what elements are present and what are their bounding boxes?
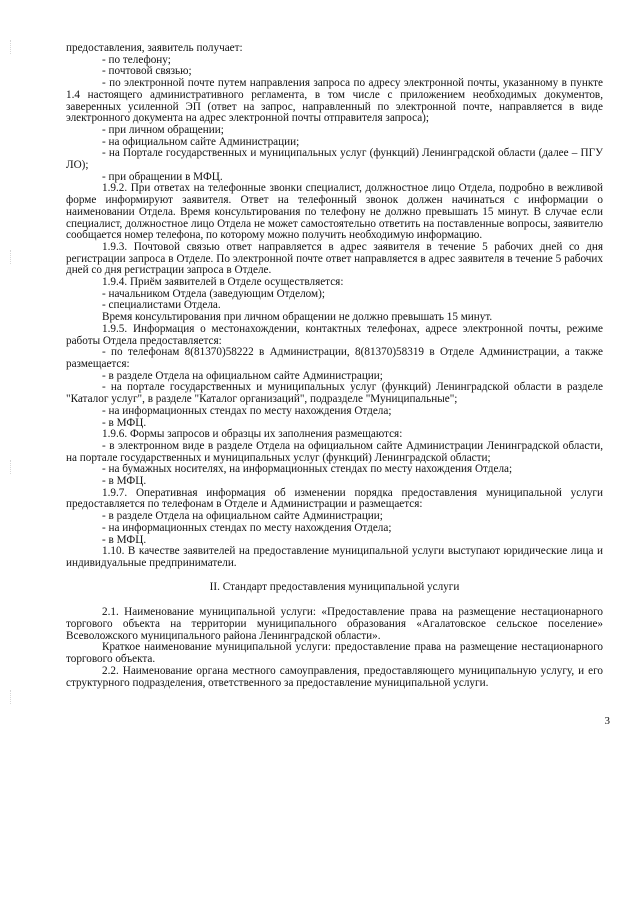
section-heading: II. Стандарт предоставления муниципальной услуги: [209, 580, 460, 593]
paragraph: Краткое наименование муниципальной услуги: предоставление права на размещение нестационарного торгового объекта.: [66, 641, 603, 666]
scan-margin-mark: [10, 40, 17, 54]
paragraph: 1.9.6. Формы запросов и образцы их заполнения размещаются:: [102, 428, 403, 441]
paragraph: 2.1. Наименование муниципальной услуги: «Предоставление права на размещение нестационарного торгового объекта на территории муниципального образования «Агалатовское сельское поселение» Всеволожского муниципального района Ленинградской области».: [66, 606, 603, 642]
list-item: - в разделе Отдела на официальном сайте Администрации;: [102, 510, 383, 523]
list-item: - по электронной почте путем направления запроса по адресу электронной почты, указанному в пункте 1.4 настоящего административного регламента, в том числе с приложением необходимых документов, заверенных усиленной ЭП (ответ на запрос, направленный по электронной почте, направляется в виде электронного документа на адрес электронной почты отправителя запроса);: [66, 77, 603, 125]
list-item: - специалистами Отдела.: [102, 299, 221, 312]
scan-margin-mark: [10, 460, 17, 474]
list-item: - при личном обращении;: [102, 123, 224, 136]
list-item: - на информационных стендах по месту нахождения Отдела;: [102, 404, 392, 417]
list-item: - почтовой связью;: [102, 65, 192, 78]
paragraph: 1.9.3. Почтовой связью ответ направляется в адрес заявителя в течение 5 рабочих дней со дня регистрации запроса в Отделе. По электронной почте ответ направляется в адрес заявителя в течение 5 рабочих дней со дня регистрации запроса в Отделе.: [66, 240, 603, 277]
list-item: - на информационных стендах по месту нахождения Отдела;: [102, 521, 392, 534]
list-item: - в МФЦ.: [102, 533, 147, 546]
scan-margin-mark: [10, 690, 17, 704]
paragraph: 1.10. В качестве заявителей на предоставление муниципальной услуги выступают юридические лица и индивидуальные предприниматели.: [66, 545, 603, 569]
paragraph: 1.9.5. Информация о местонахождении, контактных телефонах, адресе электронной почты, режиме работы Отдела предоставляется:: [66, 322, 603, 347]
list-item: - в МФЦ.: [102, 416, 147, 429]
list-item: - при обращении в МФЦ.: [102, 170, 223, 183]
list-item: - на портале государственных и муниципальных услуг (функций) Ленинградской области в разделе "Каталог услуг", в разделе "Каталог организаций", подразделе "Муниципальные";: [66, 381, 603, 406]
list-item: - по телефонам 8(81370)58222 в Администрации, 8(81370)58319 в Отделе Администрации, а также размещается:: [66, 346, 603, 370]
list-item: - в разделе Отдела на официальном сайте Администрации;: [102, 369, 383, 382]
list-item: - на официальном сайте Администрации;: [102, 135, 300, 148]
list-item: - на Портале государственных и муниципальных услуг (функций) Ленинградской области (далее – ПГУ ЛО);: [66, 147, 603, 172]
document-body: [66, 43, 603, 689]
list-item: - начальником Отдела (заведующим Отделом);: [102, 287, 325, 300]
list-item: - по телефону;: [102, 53, 171, 66]
page-number: 3: [604, 715, 610, 727]
scan-margin-mark: [10, 250, 17, 264]
paragraph: 1.9.4. Приём заявителей в Отделе осуществляется:: [102, 276, 344, 289]
paragraph: Время консультирования при личном обращении не должно превышать 15 минут.: [102, 311, 493, 324]
list-item: - в МФЦ.: [102, 475, 147, 488]
paragraph: 1.9.7. Оперативная информация об изменении порядка предоставления муниципальной услуги предоставляется по телефонам в Отделе и Администрации и размещается:: [66, 486, 603, 511]
list-item: - в электронном виде в разделе Отдела на официальном сайте Администрации Ленинградской области, на портале государственных и муниципальных услуг (функций) Ленинградской области;: [66, 439, 603, 464]
paragraph: 1.9.2. При ответах на телефонные звонки специалист, должностное лицо Отдела, подробно в вежливой форме информируют заявителя. Ответ на телефонный звонок должен начинаться с информации о наименовании Отдела. Время консультирования по телефону не должно превышать 15 минут. В случае если специалист, должностное лицо Отдела не может самостоятельно ответить на поставленные вопросы, заявителю сообщается номер телефона, по которому можно получить необходимую информацию.: [66, 182, 603, 242]
list-item: - на бумажных носителях, на информационных стендах по месту нахождения Отдела;: [102, 463, 513, 476]
paragraph: 2.2. Наименование органа местного самоуправления, предоставляющего муниципальную услугу, и его структурного подразделения, ответственного за предоставление муниципальной услуги.: [66, 664, 603, 689]
paragraph: предоставления, заявитель получает:: [66, 42, 243, 54]
